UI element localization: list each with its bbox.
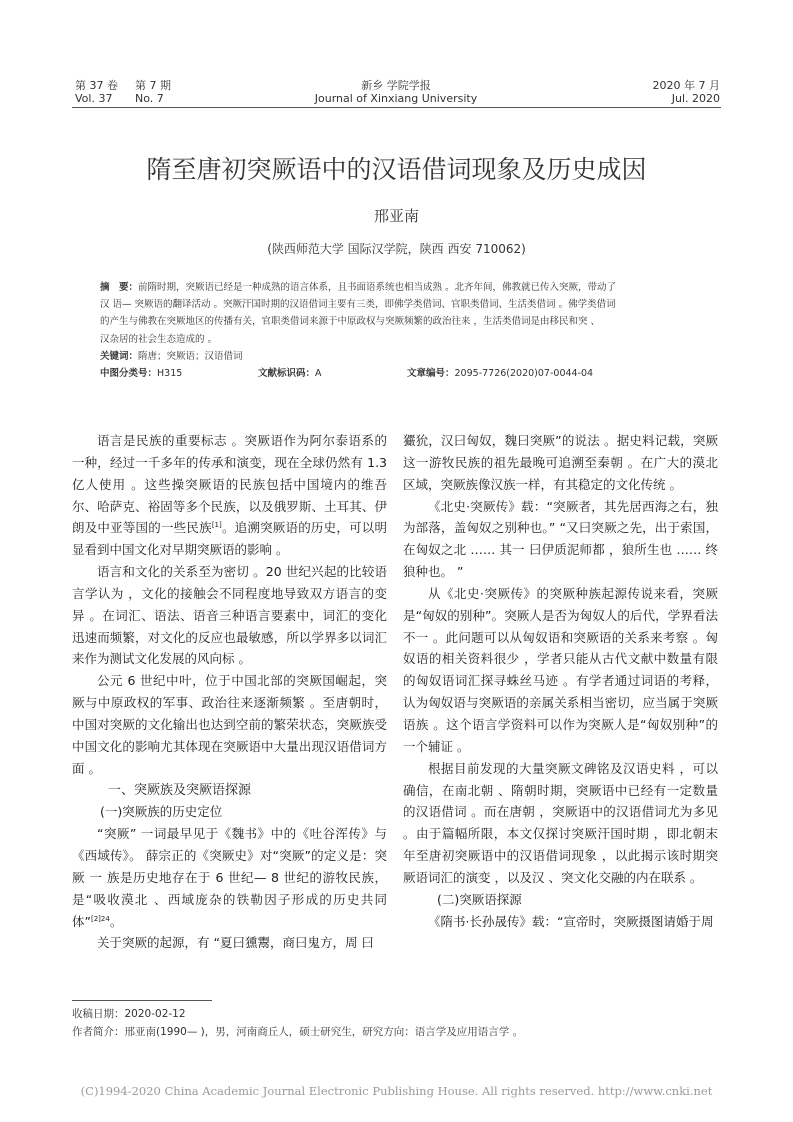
classification-line (100, 365, 700, 382)
subsection-heading: (一)突厥族的历史定位 (100, 804, 223, 820)
abstract-line: 的产生与佛教在突厥地区的传播有关，官职类借词来源于中原政权与突厥频繁的政治往来 ，生活类借词是由移民和突 、 (100, 316, 601, 328)
received-date: 收稿日期：2020-02-12 (72, 1008, 186, 1020)
author-bio: 作者简介：邢亚南(1990— )，男，河南商丘人，硕士研究生，研究方向：语言学及应用语言学 。 (72, 1026, 524, 1038)
subsection-heading: (二)突厥语探源 (437, 891, 522, 907)
paragraph: 根据目前发现的大量突厥文碑铭及汉语史料 ，可以确信，在南北朝 、隋朝时期，突厥语中已经有一定数量的汉语借词 。而在唐朝 ，突厥语中的汉语借词尤为多见 。由于篇幅所限，本文仅探讨突厥汗国时期 ，即北朝末年至唐初突厥语中的汉语借词现象 ，以此揭示该时期突厥语词汇的演变 ，以及汉 、突文化交融的内在联系 。 (403, 760, 718, 885)
paragraph (72, 430, 387, 561)
keywords-line (100, 348, 700, 365)
article-number: 2095-7726(2020)07-0044-04 (454, 368, 594, 380)
paragraph-text: 语言是民族的重要标志 。突厥语作为阿尔泰语系的一种，经过一千多年的传承和演变，现在全球仍然有 1.3 亿人使用 。这些操突厥语的民族包括中国境内的维吾尔、哈萨克、裕固等多个民族，以及俄罗斯、土耳其、伊朗及中亚等国的一些民族 (72, 433, 387, 536)
doc-code: A (315, 368, 322, 380)
keywords: 隋唐；突厥语；汉语借词 (138, 350, 243, 362)
paragraph: 关于突厥的起源，有 “夏曰獯鬻，商曰鬼方，周 曰 (97, 935, 374, 951)
issue-cn: 第 7 期 (135, 79, 171, 92)
keywords-label: 关键词： (100, 350, 139, 362)
left-column (72, 430, 387, 954)
footnote-rule (72, 1000, 212, 1001)
header-rule (72, 107, 721, 108)
volume-en: Vol. 37 (75, 92, 113, 105)
abstract-line: 汉杂居的社会生态造成的 。 (100, 333, 218, 345)
paragraph-text: 。 (109, 913, 123, 929)
paragraph: 语言和文化的关系至为密切 。20 世纪兴起的比较语言学认为 ，文化的接触会不同程度地导致双方语言的变异 。在词汇、语法、语音三种语言要素中，词汇的变化迅速而频繁，对文化的反应也最敏感，所以学界多以词汇来作为测试文化发展的风向标 。 (72, 564, 387, 667)
volume-cn: 第 37 卷 (75, 79, 118, 92)
copyright-watermark: (C)1994-2020 China Academic Journal Electronic Publishing House. All rights reserved. http://www.cnki.net (80, 1084, 713, 1098)
abstract-label: 摘 要： (100, 282, 139, 293)
volume-label (75, 79, 118, 105)
journal-cn: 新乡 学院学报 (361, 79, 431, 92)
paragraph: 《隋书·长孙晟传》载：“宣帝时，突厥摄图请婚于周 (428, 913, 714, 929)
clc-code: H315 (157, 368, 183, 380)
citation: [1] (211, 521, 222, 530)
issue-en: No. 7 (135, 92, 164, 105)
article-author: 邢亚南 (373, 207, 419, 225)
article-title: 隋至唐初突厥语中的汉语借词现象及历史成因 (146, 155, 647, 184)
paragraph: 《北史·突厥传》载：“突厥者，其先居西海之右，独为部落，盖匈奴之别种也。” “又曰突厥之先，出于索国，在匈奴之北 …… 其一 曰伊质泥师都 ，狼所生也 …… 终狼种也。 ” (403, 498, 718, 580)
paragraph: 从《北史·突厥传》的突厥种族起源传说来看，突厥是“匈奴的别种”。突厥人是否为匈奴人的后代，学界看法不一 。此问题可以从匈奴语和突厥语的关系来考察 。匈奴语的相关资料很少 ，学者只能从古代文献中数量有限的匈奴语词汇探寻蛛丝马迹 。有学者通过词语的考释，认为匈奴语与突厥语的亲属关系相当密切，应当属于突厥语族 。这个语言学资料可以作为突厥人是“匈奴别种”的一个辅证 。 (403, 585, 718, 754)
doc-code-label: 文献标识码： (258, 368, 316, 380)
citation: [2]24 (90, 914, 110, 923)
abstract-line: 前隋时期，突厥语已经是一种成熟的语言体系，且书面语系统也相当成熟 。北齐年间，佛教就已传入突厥，带动了 (138, 282, 617, 293)
section-heading: 一、突厥族及突厥语探源 (108, 782, 252, 798)
issue-date (600, 79, 720, 105)
abstract-line: 汉 语— 突厥语的翻译活动 。突厥汗国时期的汉语借词主要有三类，即佛学类借词、官职类借词、生活类借词 。佛学类借词 (100, 299, 616, 311)
journal-en: Journal of Xinxiang University (314, 92, 478, 105)
paragraph (72, 823, 387, 932)
clc-label: 中图分类号： (100, 368, 158, 380)
abstract-block (100, 279, 700, 382)
article-number-label: 文章编号： (407, 368, 455, 380)
author-affiliation: (陕西师范大学 国际汉学院，陕西 西安 710062) (267, 242, 526, 256)
issue-label (135, 79, 171, 105)
journal-name (246, 79, 546, 105)
right-column (403, 430, 718, 932)
date-cn: 2020 年 7 月 (652, 79, 720, 92)
date-en: Jul. 2020 (671, 92, 720, 105)
paragraph-text: “突厥” 一词最早见于《魏书》中的《吐谷浑传》与《西域传》。 薛宗正的《突厥史》对“突厥”的定义是：突厥 一 族是历史地存在于 6 世纪— 8 世纪的游牧民族，是“吸收漠北 、西域庞杂的铁勒因子形成的历史共同体” (72, 826, 387, 929)
paragraph-text: 。追溯突厥语的历史，可以明显看到中国文化对早期突厥语的影响 。 (72, 520, 387, 558)
paragraph: 公元 6 世纪中叶，位于中国北部的突厥国崛起，突厥与中原政权的军事、政治往来逐渐频繁 。至唐朝时，中国对突厥的文化输出也达到空前的繁荣状态，突厥族受中国文化的影响尤其体现在突厥语中大量出现汉语借词方面 。 (72, 673, 387, 776)
paragraph: 玁狁，汉曰匈奴，魏曰突厥”的说法 。据史料记载，突厥这一游牧民族的祖先最晚可追溯至秦朝 。在广大的漠北区域，突厥族像汉族一样，有其稳定的文化传统 。 (403, 433, 718, 492)
